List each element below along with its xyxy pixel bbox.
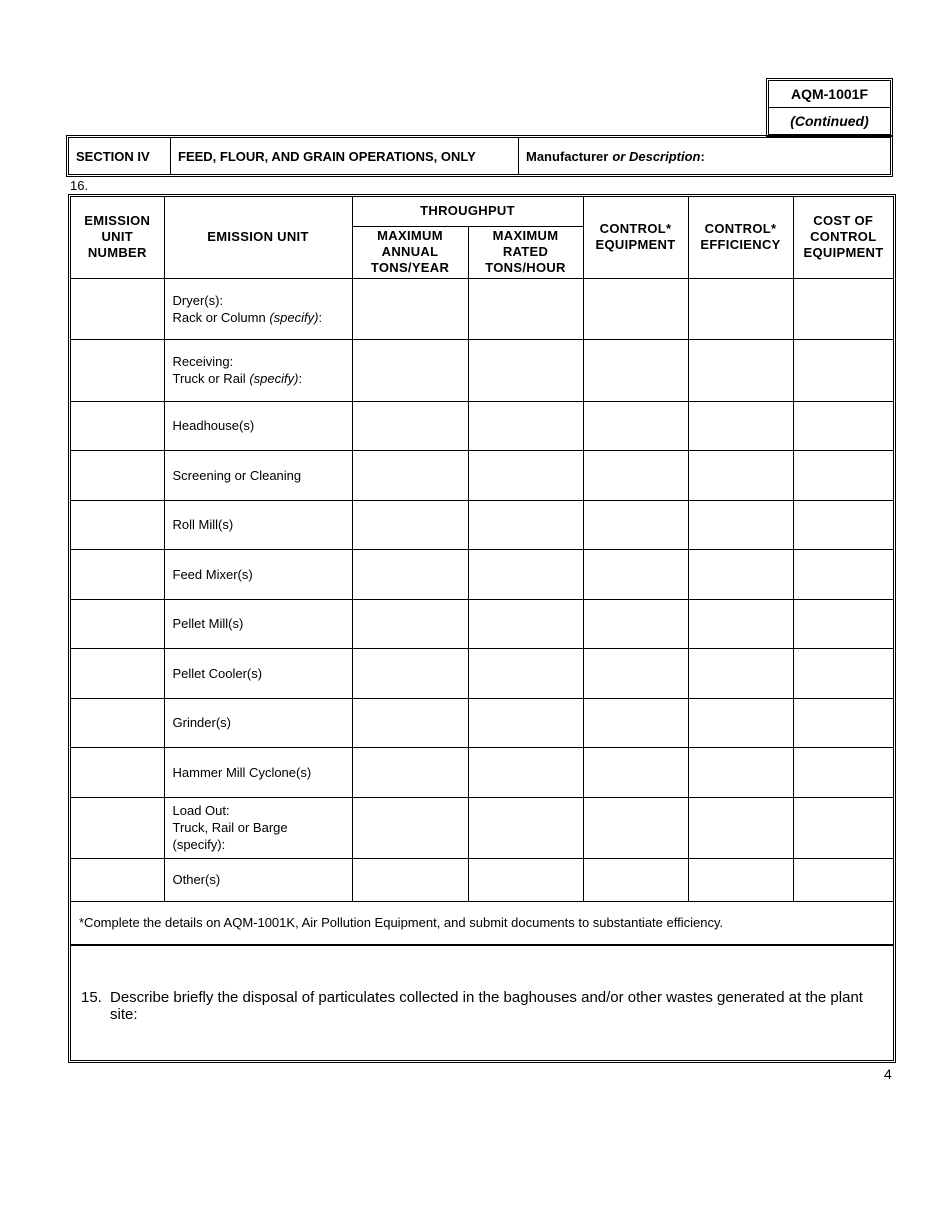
label-line1: Load Out:	[172, 803, 230, 818]
emission-unit-label	[164, 797, 352, 858]
table-row	[71, 549, 893, 599]
cost-of-control-cell[interactable]	[793, 747, 893, 797]
label-line2: Truck, Rail or Barge	[172, 820, 288, 835]
emission-unit-number-cell[interactable]	[71, 858, 164, 901]
emission-unit-number-cell[interactable]	[71, 450, 164, 500]
header-control-efficiency: CONTROL* EFFICIENCY	[688, 197, 793, 278]
table-row	[71, 599, 893, 648]
manufacturer-label: Manufacturer	[526, 148, 609, 164]
max-rated-cell[interactable]	[468, 747, 583, 797]
label-suffix: :	[298, 371, 303, 386]
question-15[interactable]	[71, 945, 893, 1064]
emission-unit-number-cell[interactable]	[71, 278, 164, 339]
cost-of-control-cell[interactable]	[793, 500, 893, 549]
max-annual-cell[interactable]	[352, 599, 468, 648]
label-line3: (specify):	[172, 837, 226, 852]
control-equipment-cell[interactable]	[583, 549, 688, 599]
continued-label: (Continued)	[769, 107, 890, 134]
manufacturer-italic: or Description	[612, 148, 701, 164]
control-efficiency-cell[interactable]	[688, 797, 793, 858]
emission-unit-number-cell[interactable]	[71, 549, 164, 599]
max-annual-cell[interactable]	[352, 858, 468, 901]
max-annual-cell[interactable]	[352, 549, 468, 599]
max-rated-cell[interactable]	[468, 401, 583, 450]
emission-unit-number-cell[interactable]	[71, 797, 164, 858]
table-row	[71, 648, 893, 698]
control-equipment-cell[interactable]	[583, 401, 688, 450]
emission-unit-label	[164, 747, 352, 797]
max-rated-cell[interactable]	[468, 278, 583, 339]
control-equipment-cell[interactable]	[583, 797, 688, 858]
header-control-equipment: CONTROL* EQUIPMENT	[583, 197, 688, 278]
section-header	[66, 135, 893, 177]
label-line1: Roll Mill(s)	[172, 517, 234, 532]
control-equipment-cell[interactable]	[583, 648, 688, 698]
control-equipment-cell[interactable]	[583, 599, 688, 648]
control-efficiency-cell[interactable]	[688, 278, 793, 339]
max-rated-cell[interactable]	[468, 599, 583, 648]
emission-unit-number-cell[interactable]	[71, 401, 164, 450]
section-title: FEED, FLOUR, AND GRAIN OPERATIONS, ONLY	[171, 138, 519, 174]
emission-unit-number-cell[interactable]	[71, 648, 164, 698]
max-rated-cell[interactable]	[468, 648, 583, 698]
control-efficiency-cell[interactable]	[688, 599, 793, 648]
table-row	[71, 500, 893, 549]
max-annual-cell[interactable]	[352, 648, 468, 698]
control-efficiency-cell[interactable]	[688, 648, 793, 698]
max-rated-cell[interactable]	[468, 450, 583, 500]
cost-of-control-cell[interactable]	[793, 549, 893, 599]
control-efficiency-cell[interactable]	[688, 549, 793, 599]
header-max-rated: MAXIMUM RATED TONS/HOUR	[468, 226, 583, 278]
label-line1: Pellet Mill(s)	[172, 616, 244, 631]
label-line2: Rack or Column	[172, 309, 266, 325]
table-row	[71, 339, 893, 401]
table-row	[71, 401, 893, 450]
control-efficiency-cell[interactable]	[688, 747, 793, 797]
emission-table	[71, 197, 893, 945]
cost-of-control-cell[interactable]	[793, 698, 893, 747]
emission-unit-label	[164, 599, 352, 648]
emission-unit-label	[164, 648, 352, 698]
emission-unit-number-cell[interactable]	[71, 339, 164, 401]
item-number: 16.	[70, 178, 89, 193]
manufacturer-field[interactable]	[519, 138, 890, 174]
control-equipment-cell[interactable]	[583, 278, 688, 339]
label-line1: Dryer(s):	[172, 292, 224, 308]
cost-of-control-cell[interactable]	[793, 339, 893, 401]
emission-unit-label	[164, 450, 352, 500]
control-efficiency-cell[interactable]	[688, 698, 793, 747]
max-rated-cell[interactable]	[468, 797, 583, 858]
label-line1: Receiving:	[172, 354, 234, 369]
max-annual-cell[interactable]	[352, 450, 468, 500]
max-annual-cell[interactable]	[352, 797, 468, 858]
emission-unit-label	[164, 858, 352, 901]
max-rated-cell[interactable]	[468, 698, 583, 747]
label-suffix: :	[318, 309, 323, 325]
label-line1: Pellet Cooler(s)	[172, 665, 263, 681]
control-equipment-cell[interactable]	[583, 747, 688, 797]
control-equipment-cell[interactable]	[583, 858, 688, 901]
footnote: *Complete the details on AQM-1001K, Air Pollution Equipment, and submit documents to substantiate efficiency.	[71, 901, 893, 944]
control-efficiency-cell[interactable]	[688, 500, 793, 549]
cost-of-control-cell[interactable]	[793, 401, 893, 450]
header-max-annual: MAXIMUM ANNUAL TONS/YEAR	[352, 226, 468, 278]
emission-unit-label	[164, 401, 352, 450]
emission-unit-number-cell[interactable]	[71, 599, 164, 648]
emission-unit-label	[164, 500, 352, 549]
max-rated-cell[interactable]	[468, 500, 583, 549]
page-number: 4	[884, 1066, 892, 1082]
label-line1: Grinder(s)	[172, 715, 232, 730]
emission-unit-label	[164, 339, 352, 401]
cost-of-control-cell[interactable]	[793, 858, 893, 901]
max-annual-cell[interactable]	[352, 278, 468, 339]
max-rated-cell[interactable]	[468, 549, 583, 599]
emission-table-body	[71, 278, 893, 901]
cost-of-control-cell[interactable]	[793, 599, 893, 648]
form-id: AQM-1001F	[790, 86, 869, 102]
label-line1: Screening or Cleaning	[172, 467, 302, 483]
emission-unit-number-cell[interactable]	[71, 698, 164, 747]
max-annual-cell[interactable]	[352, 339, 468, 401]
cost-of-control-cell[interactable]	[793, 648, 893, 698]
max-annual-cell[interactable]	[352, 747, 468, 797]
table-row	[71, 747, 893, 797]
label-line1: Headhouse(s)	[172, 418, 255, 433]
form-id-box	[766, 78, 893, 137]
cost-of-control-cell[interactable]	[793, 278, 893, 339]
control-equipment-cell[interactable]	[583, 339, 688, 401]
control-efficiency-cell[interactable]	[688, 339, 793, 401]
max-rated-cell[interactable]	[468, 339, 583, 401]
header-emission-unit-number: EMISSION UNIT NUMBER	[71, 197, 164, 278]
control-equipment-cell[interactable]	[583, 698, 688, 747]
table-row	[71, 797, 893, 858]
emission-table-frame	[68, 194, 896, 1063]
max-annual-cell[interactable]	[352, 401, 468, 450]
emission-unit-label	[164, 698, 352, 747]
emission-unit-label	[164, 278, 352, 339]
section-label: SECTION IV	[69, 138, 171, 174]
control-equipment-cell[interactable]	[583, 500, 688, 549]
control-efficiency-cell[interactable]	[688, 401, 793, 450]
table-row	[71, 858, 893, 901]
emission-unit-number-cell[interactable]	[71, 747, 164, 797]
label-line2: Truck or Rail	[172, 371, 246, 386]
max-rated-cell[interactable]	[468, 858, 583, 901]
label-line1: Other(s)	[172, 872, 221, 887]
table-row	[71, 450, 893, 500]
header-throughput: THROUGHPUT	[352, 197, 583, 226]
emission-unit-number-cell[interactable]	[71, 500, 164, 549]
label-italic: (specify)	[249, 371, 299, 386]
cost-of-control-cell[interactable]	[793, 797, 893, 858]
question-15-number: 15.	[81, 988, 102, 1006]
label-line1: Feed Mixer(s)	[172, 566, 253, 582]
cost-of-control-cell[interactable]	[793, 450, 893, 500]
control-efficiency-cell[interactable]	[688, 858, 793, 901]
label-italic: (specify)	[269, 309, 319, 325]
max-annual-cell[interactable]	[352, 698, 468, 747]
table-row	[71, 698, 893, 747]
table-row	[71, 278, 893, 339]
control-efficiency-cell[interactable]	[688, 450, 793, 500]
manufacturer-colon: :	[700, 148, 705, 164]
emission-unit-label	[164, 549, 352, 599]
control-equipment-cell[interactable]	[583, 450, 688, 500]
header-emission-unit: EMISSION UNIT	[164, 197, 352, 278]
header-cost-of-control: COST OF CONTROL EQUIPMENT	[793, 197, 893, 278]
question-15-text: Describe briefly the disposal of particulates collected in the baghouses and/or other wastes generated at the plant site:	[110, 988, 863, 1023]
label-line1: Hammer Mill Cyclone(s)	[172, 764, 312, 780]
max-annual-cell[interactable]	[352, 500, 468, 549]
